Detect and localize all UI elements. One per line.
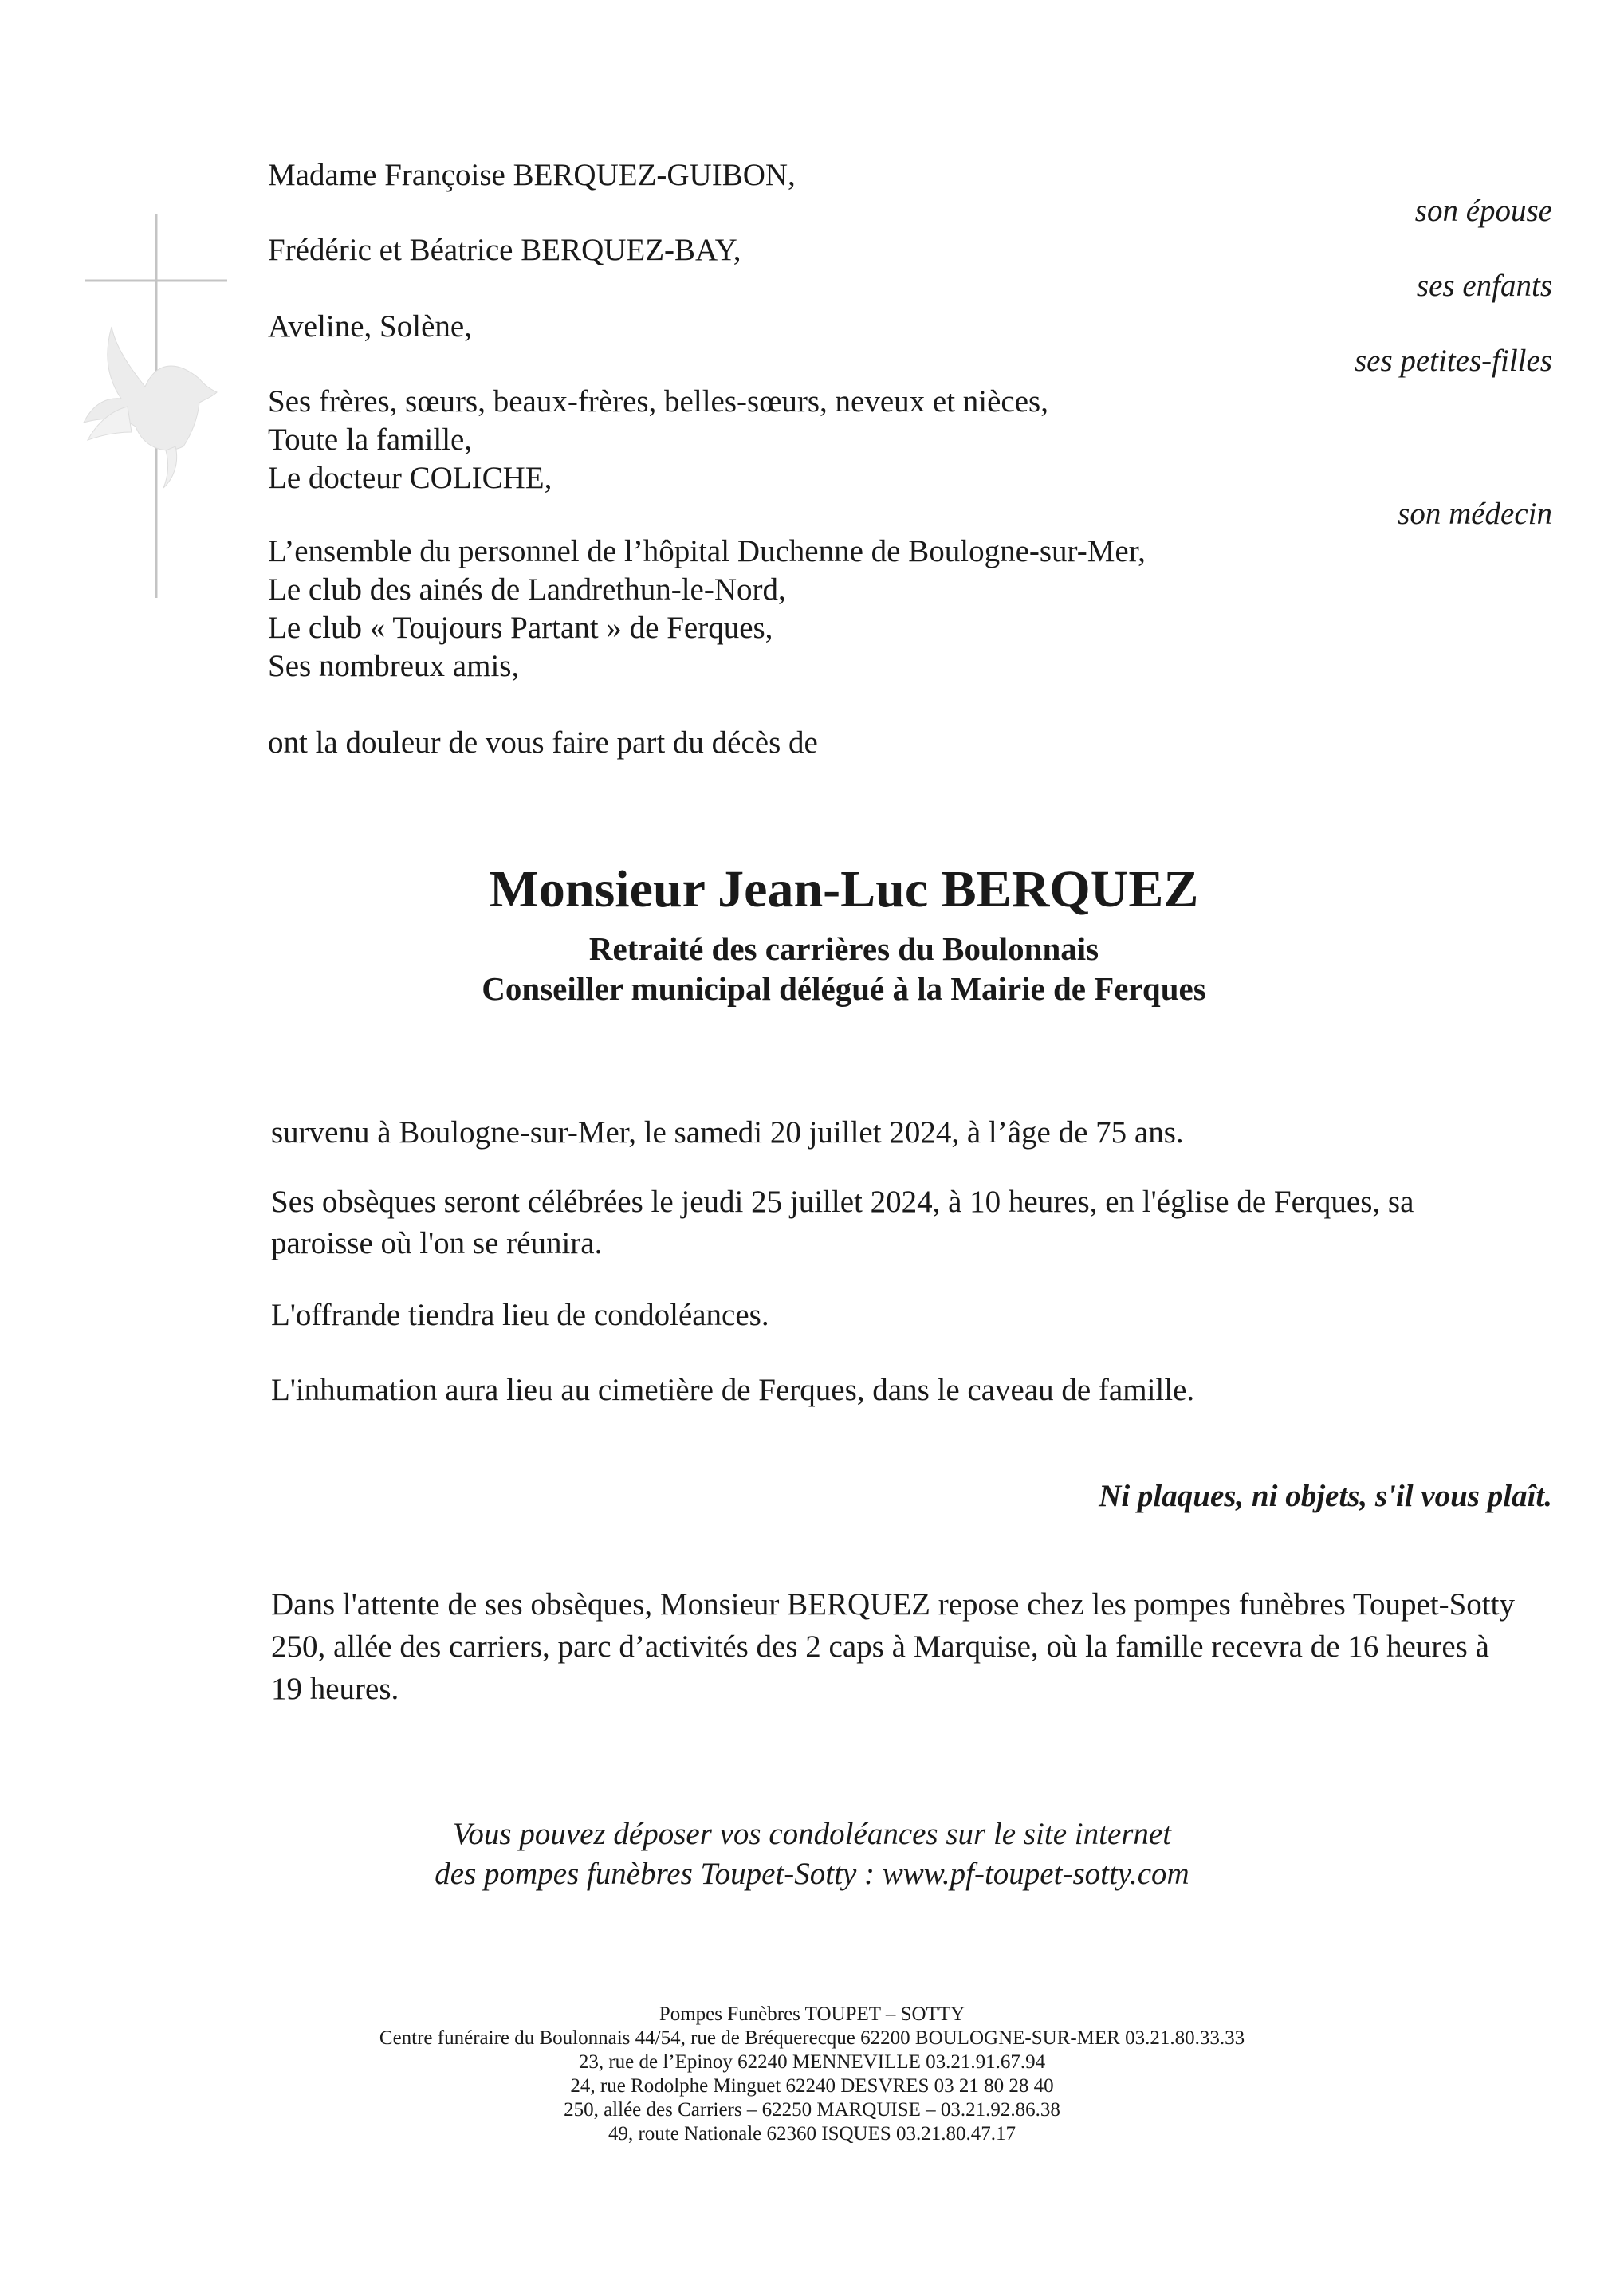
relation-spouse: son épouse [1414, 194, 1552, 228]
footer-address: 23, rue de l’Epinoy 62240 MENNEVILLE 03.21.91.67.94 [578, 2051, 1046, 2073]
family-all: Toute la famille, [268, 423, 473, 457]
footer-address: 49, route Nationale 62360 ISQUES 03.21.80.47.17 [608, 2123, 1016, 2145]
family-club-toujours: Le club « Toujours Partant » de Ferques, [268, 611, 773, 645]
family-spouse: Madame Françoise BERQUEZ-GUIBON, [268, 158, 796, 192]
relation-granddaughters: ses petites-filles [1354, 344, 1552, 378]
offering-notice: L'offrande tiendra lieu de condoléances. [271, 1298, 769, 1332]
family-hospital: L’ensemble du personnel de l’hôpital Duchenne de Boulogne-sur-Mer, [268, 534, 1146, 568]
no-plaques-notice: Ni plaques, ni objets, s'il vous plaît. [1099, 1479, 1552, 1513]
family-doctor: Le docteur COLICHE, [268, 461, 552, 495]
family-siblings: Ses frères, sœurs, beaux-frères, belles-sœurs, neveux et nièces, [268, 384, 1048, 419]
burial-notice: L'inhumation aura lieu au cimetière de Ferques, dans le caveau de famille. [271, 1373, 1195, 1407]
family-club-aines: Le club des ainés de Landrethun-le-Nord, [268, 572, 786, 607]
condolences-line-1: Vous pouvez déposer vos condoléances sur le site internet [452, 1817, 1172, 1851]
dove-icon [84, 327, 217, 488]
family-children: Frédéric et Béatrice BERQUEZ-BAY, [268, 233, 741, 267]
condolences-line-2: des pompes funèbres Toupet-Sotty : www.pf-toupet-sotty.com [435, 1857, 1189, 1891]
footer-company: Pompes Funèbres TOUPET – SOTTY [659, 2003, 965, 2025]
footer-address: 250, allée des Carriers – 62250 MARQUISE – 03.21.92.86.38 [564, 2099, 1060, 2121]
cross-dove-emblem [80, 207, 239, 606]
rest-notice: Dans l'attente de ses obsèques, Monsieur BERQUEZ repose chez les pompes funèbres Toupet-Sotty 250, allée des carriers, parc d’activités des 2 caps à Marquise, où la famille recevra de 16 heures à 19 heures. [271, 1587, 1515, 1706]
footer-address: Centre funéraire du Boulonnais 44/54, rue de Bréquerecque 62200 BOULOGNE-SUR-MER 03.21.80.33.33 [379, 2027, 1245, 2049]
funeral-notice: Ses obsèques seront célébrées le jeudi 25 juillet 2024, à 10 heures, en l'église de Ferques, sa paroisse où l'on se réunira. [271, 1185, 1414, 1260]
deceased-title-1: Retraité des carrières du Boulonnais [588, 930, 1099, 967]
relation-doctor: son médecin [1398, 497, 1552, 531]
announce-line: ont la douleur de vous faire part du décès de [268, 725, 818, 760]
family-friends: Ses nombreux amis, [268, 649, 520, 683]
relation-children: ses enfants [1416, 269, 1552, 303]
deceased-name: Monsieur Jean-Luc BERQUEZ [489, 860, 1199, 918]
death-notice: survenu à Boulogne-sur-Mer, le samedi 20 juillet 2024, à l’âge de 75 ans. [271, 1115, 1184, 1150]
footer-address: 24, rue Rodolphe Minguet 62240 DESVRES 03 21 80 28 40 [570, 2075, 1054, 2097]
deceased-title-2: Conseiller municipal délégué à la Mairie de Ferques [482, 970, 1206, 1007]
family-granddaughters: Aveline, Solène, [268, 309, 472, 344]
